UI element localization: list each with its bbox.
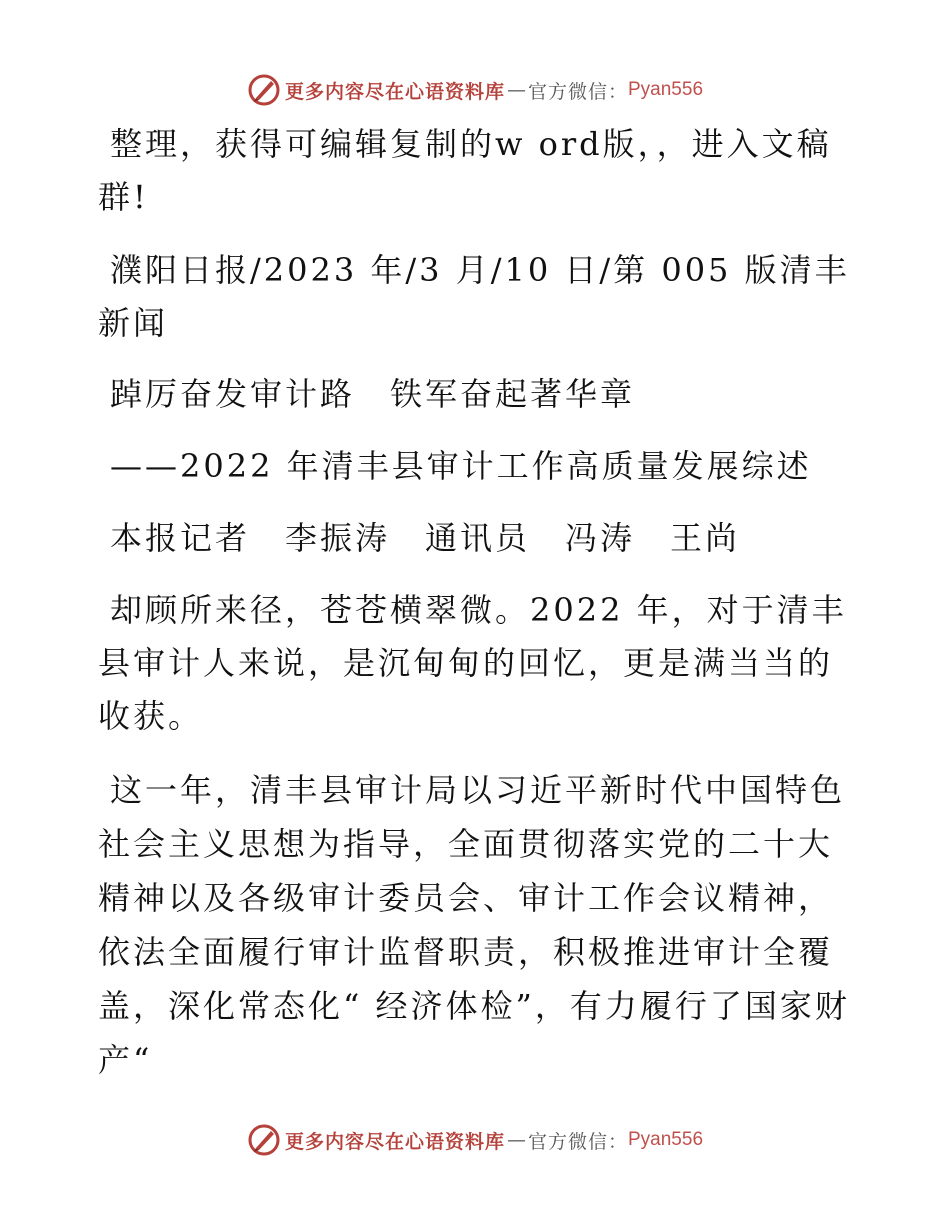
watermark-separator: — (506, 79, 526, 101)
body-paragraph: 这一年，清丰县审计局以习近平新时代中国特色社会主义思想为指导，全面贯彻落实党的二十大精神以及各级审计委员会、审计工作会议精神，依法全面履行审计监督职责，积极推进审计全覆盖，深化常态化“ 经济体检”，有力履行了国家财产“ (98, 771, 850, 1079)
footer-watermark (0, 1120, 950, 1160)
watermark-main-text: 更多内容尽在心语资料库 (284, 1130, 505, 1153)
watermark-wechat-id: Pyan556 (628, 1129, 704, 1150)
watermark-separator: — (506, 1129, 526, 1151)
document-body (98, 118, 850, 1087)
article-title: 踔厉奋发审计路 铁军奋起著华章 (110, 375, 636, 413)
watermark-sub-text: 官方微信： (527, 1130, 628, 1153)
watermark-sub-text: 官方微信： (527, 80, 628, 103)
watermark-wechat-id: Pyan556 (628, 79, 704, 100)
lead-paragraph: 却顾所来径，苍苍横翠微。2022 年，对于清丰县审计人来说，是沉甸甸的回忆，更是满当当的收获。 (98, 591, 847, 735)
source-line: 濮阳日报/2023 年/3 月/10 日/第 005 版清丰新闻 (98, 251, 850, 342)
quill-logo-icon (247, 73, 281, 107)
article-byline: 本报记者 李振涛 通讯员 冯涛 王尚 (110, 519, 741, 557)
article-subtitle: ——2022 年清丰县审计工作高质量发展综述 (110, 447, 812, 485)
header-watermark (0, 70, 950, 110)
quill-logo-icon (247, 1123, 281, 1157)
watermark-main-text: 更多内容尽在心语资料库 (284, 80, 505, 103)
intro-paragraph: 整理，获得可编辑复制的w ord版，，进入文稿群! (98, 125, 832, 216)
